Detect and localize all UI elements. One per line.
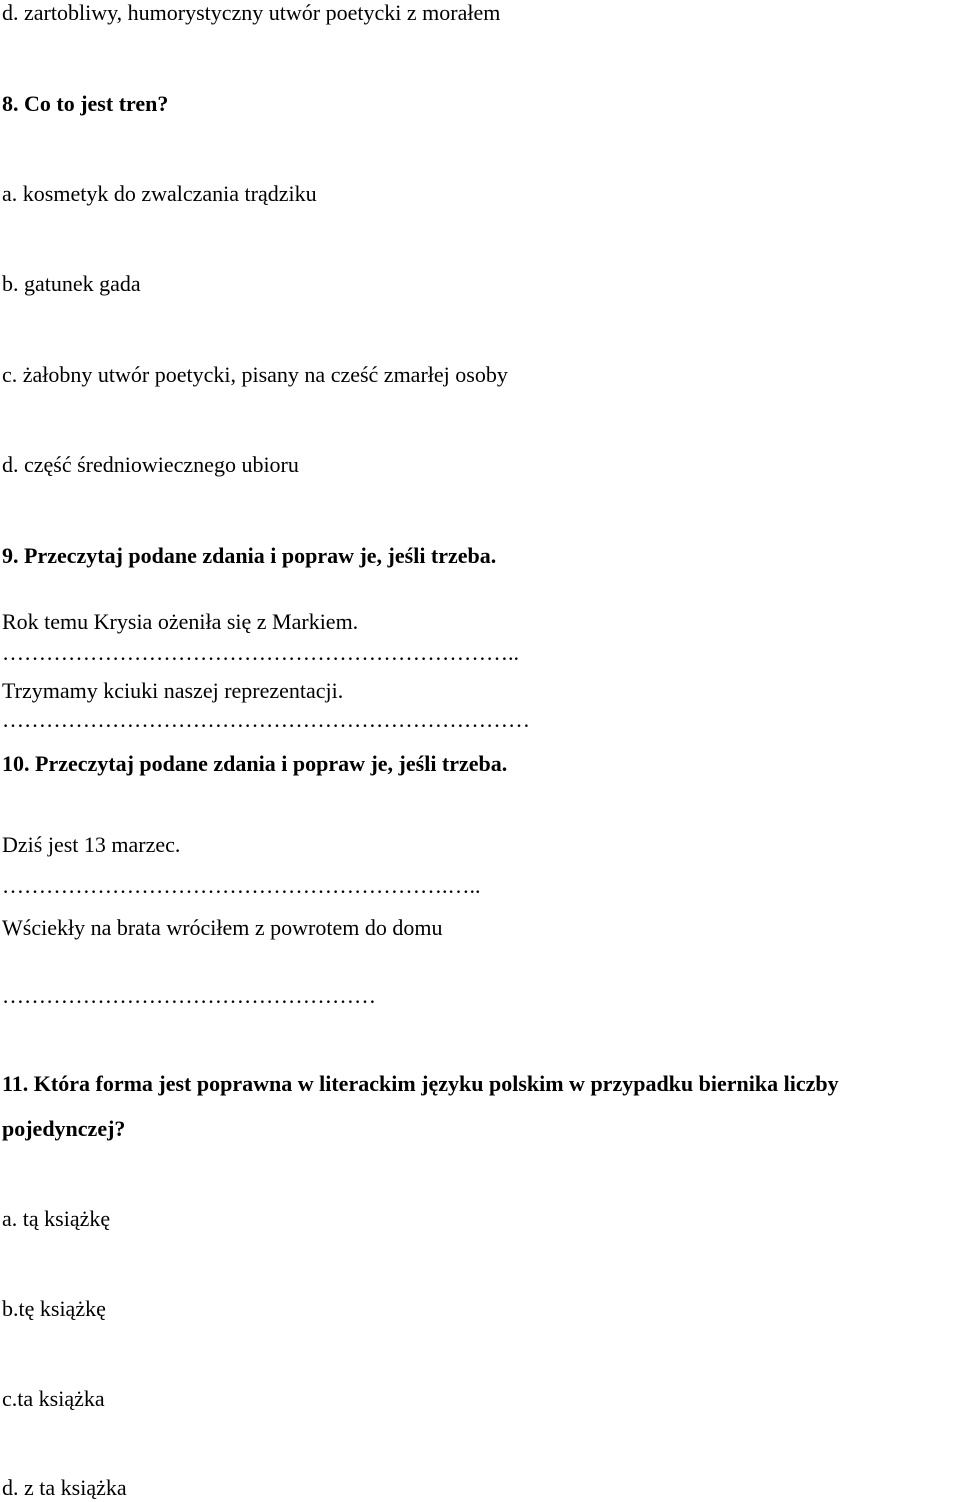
q9-sentence-1: Rok temu Krysia ożeniła się z Markiem. bbox=[2, 609, 359, 634]
q9-answer-line-1: …………………………………………………………….. bbox=[2, 640, 519, 665]
q11-option-b: b.tę książkę bbox=[2, 1296, 106, 1321]
q11-option-c: c.ta książka bbox=[2, 1386, 105, 1411]
q8-option-c: c. żałobny utwór poetycki, pisany na cześć zmarłej osoby bbox=[2, 362, 508, 387]
q9-sentence-2: Trzymamy kciuki naszej reprezentacji. bbox=[2, 678, 344, 703]
q11-option-d: d. z ta książka bbox=[2, 1475, 127, 1500]
q8-option-b: b. gatunek gada bbox=[2, 271, 141, 296]
q7-option-d: d. zartobliwy, humorystyczny utwór poetycki z morałem bbox=[2, 0, 501, 25]
q10-sentence-1: Dziś jest 13 marzec. bbox=[2, 832, 181, 857]
q10-answer-line-1: …………………………………………………….….. bbox=[2, 873, 481, 898]
q8-option-d: d. część średniowiecznego ubioru bbox=[2, 452, 299, 477]
q8-option-a: a. kosmetyk do zwalczania trądziku bbox=[2, 181, 317, 206]
q10-answer-line-2: …………………………………………… bbox=[2, 983, 376, 1008]
q10-question: 10. Przeczytaj podane zdania i popraw je, jeśli trzeba. bbox=[2, 751, 508, 776]
q11-question-line-1: 11. Która forma jest poprawna w literackim języku polskim w przypadku biernika liczby bbox=[2, 1071, 839, 1096]
q9-answer-line-2: ……………………………………………………………… bbox=[2, 707, 530, 732]
q11-question-line-2: pojedynczej? bbox=[2, 1116, 126, 1141]
q10-sentence-2: Wściekły na brata wróciłem z powrotem do domu bbox=[2, 915, 443, 940]
q8-question: 8. Co to jest tren? bbox=[2, 91, 169, 116]
q9-question: 9. Przeczytaj podane zdania i popraw je, jeśli trzeba. bbox=[2, 543, 497, 568]
q11-option-a: a. tą książkę bbox=[2, 1206, 111, 1231]
